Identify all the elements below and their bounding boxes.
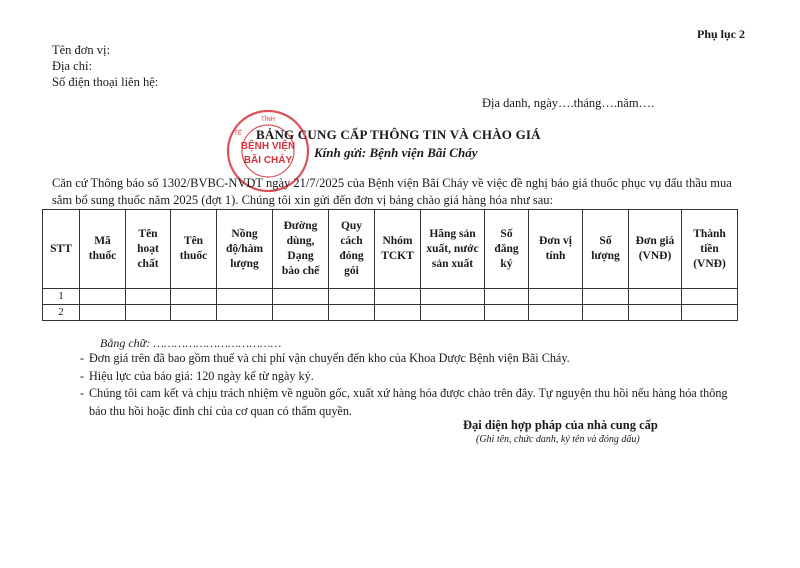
row-number: 1 <box>43 289 80 305</box>
quotation-table <box>42 209 738 321</box>
stamp-ring-left: TẾ <box>234 131 242 137</box>
column-header-line: đăng <box>494 242 519 255</box>
column-header-line: lượng <box>230 257 259 270</box>
table-cell <box>171 305 217 321</box>
column-header-line: xuất, nước <box>426 242 479 255</box>
column-header-line: bào chế <box>281 265 320 277</box>
note-item: - Chúng tôi cam kết và chịu trách nhiệm về nguồn gốc, xuất xứ hàng hóa được chào trên đây. Tự nguyện thu hồi nếu hàng hóa thông báo thu hồi hoặc đình chỉ của cơ quan có thẩm quyền. <box>80 386 728 418</box>
column-header-line: Nhóm <box>382 235 413 247</box>
column-header-line: Dạng <box>287 250 314 262</box>
table-row <box>43 305 738 321</box>
table-cell <box>583 289 629 305</box>
column-header <box>171 210 217 289</box>
column-header <box>375 210 421 289</box>
table-cell <box>485 289 529 305</box>
table-cell <box>217 305 273 321</box>
note-text: Chúng tôi cam kết và chịu trách nhiệm về nguồn gốc, xuất xứ hàng hóa được chào trên đây. Tự nguyện thu hồi nếu hàng hóa thông báo thu hồi hoặc đình chỉ của cơ quan có thẩm quyền. <box>89 386 728 418</box>
column-header <box>421 210 485 289</box>
representative-note: (Ghi tên, chức danh, ký tên và đóng dấu) <box>476 434 640 445</box>
table-cell <box>171 289 217 305</box>
table-cell <box>329 305 375 321</box>
column-header <box>583 210 629 289</box>
amount-in-words: Bằng chữ: ……………………………… <box>100 336 282 350</box>
note-item: - Hiệu lực của báo giá: 120 ngày kể từ ngày ký. <box>80 368 314 383</box>
column-header-line: đóng <box>339 250 364 262</box>
column-header-line: Nồng <box>231 227 258 240</box>
phone-field: Số điện thoại liên hệ: <box>52 75 159 89</box>
table-cell <box>421 305 485 321</box>
column-header-line: Số <box>500 227 513 240</box>
table-cell <box>126 289 171 305</box>
column-header-line: lượng <box>591 250 620 262</box>
table-cell <box>273 289 329 305</box>
stamp-line-2: BÃI CHÁY <box>243 155 293 166</box>
column-header-line: sản xuất <box>431 257 474 270</box>
column-header-line: Đường <box>283 220 318 232</box>
column-header <box>629 210 682 289</box>
column-header-line: thuốc <box>179 250 208 262</box>
document-title: BẢNG CUNG CẤP THÔNG TIN VÀ CHÀO GIÁ <box>256 127 541 142</box>
column-header <box>126 210 171 289</box>
note-item: - Đơn giá trên đã bao gồm thuế và chi phí vận chuyển đến kho của Khoa Dược Bệnh viện Bãi Cháy. <box>80 351 570 365</box>
column-header-line: Đơn vị <box>539 235 572 247</box>
note-text: Hiệu lực của báo giá: 120 ngày kể từ ngày ký. <box>89 368 314 383</box>
appendix-label: Phụ lục 2 <box>697 27 746 41</box>
column-header-line: Tên <box>138 227 158 240</box>
stamp-ring-top: TỈNH <box>261 117 275 123</box>
table-cell <box>485 305 529 321</box>
table-cell <box>375 289 421 305</box>
table-cell <box>421 289 485 305</box>
table-cell <box>583 305 629 321</box>
column-header-line: Đơn giá <box>635 235 675 247</box>
column-header-line: Thành <box>693 227 726 240</box>
column-header-line: hoạt <box>137 242 159 255</box>
column-header <box>217 210 273 289</box>
unit-name-field: Tên đơn vị: <box>52 43 110 57</box>
intro-paragraph: Căn cứ Thông báo số 1302/BVBC-NVDT ngày 21/7/2025 của Bệnh viện Bãi Cháy về việc đề nghị báo giá thuốc phục vụ đấu thầu mua sắm bổ sung thuốc năm 2025 (đợt 1). Chúng tôi xin gửi đến đơn vị bảng chào giá hàng hóa như sau: <box>52 176 732 207</box>
column-header <box>529 210 583 289</box>
table-header-row <box>43 210 738 289</box>
column-header-line: (VNĐ) <box>638 250 672 262</box>
column-header <box>485 210 529 289</box>
column-header-line: TCKT <box>381 250 414 262</box>
addressee: Kính gửi: Bệnh viện Bãi Cháy <box>314 145 478 160</box>
note-text: Đơn giá trên đã bao gồm thuế và chi phí vận chuyển đến kho của Khoa Dược Bệnh viện Bãi Cháy. <box>89 351 570 365</box>
representative-title: Đại diện hợp pháp của nhà cung cấp <box>463 418 658 432</box>
column-header-line: (VNĐ) <box>693 257 726 270</box>
notes-list <box>80 350 740 420</box>
column-header-line: gói <box>344 265 359 277</box>
column-header-line: STT <box>50 242 72 255</box>
column-header-line: Quy <box>340 220 363 232</box>
column-header-line: ký <box>500 257 513 270</box>
column-header <box>43 210 80 289</box>
column-header-line: tính <box>545 250 566 262</box>
column-header <box>80 210 126 289</box>
column-header <box>682 210 738 289</box>
table-row <box>43 289 738 305</box>
column-header-line: độ/hàm <box>225 242 264 255</box>
table-cell <box>629 305 682 321</box>
table-cell <box>375 305 421 321</box>
column-header-line: dùng, <box>286 235 315 247</box>
column-header <box>329 210 375 289</box>
column-header-line: Tên <box>183 235 204 247</box>
table-cell <box>682 305 738 321</box>
column-header-line: thuốc <box>88 250 117 262</box>
column-header-line: tiền <box>700 242 719 255</box>
column-header-line: cách <box>340 235 363 247</box>
column-header-line: Mã <box>94 235 111 247</box>
table-cell <box>217 289 273 305</box>
table-cell <box>80 305 126 321</box>
table-cell <box>80 289 126 305</box>
row-number: 2 <box>43 305 80 321</box>
column-header-line: Hãng sản <box>429 227 476 240</box>
table-cell <box>529 305 583 321</box>
column-header-line: chất <box>137 257 159 270</box>
place-date: Địa danh, ngày….tháng….năm…. <box>482 96 655 110</box>
column-header <box>273 210 329 289</box>
table-cell <box>329 289 375 305</box>
stamp-line-1: BỆNH VIỆN <box>240 141 296 152</box>
table-cell <box>126 305 171 321</box>
table-cell <box>273 305 329 321</box>
table-cell <box>629 289 682 305</box>
address-field: Địa chỉ: <box>52 59 92 73</box>
table-cell <box>529 289 583 305</box>
table-cell <box>682 289 738 305</box>
column-header-line: Số <box>599 235 612 247</box>
